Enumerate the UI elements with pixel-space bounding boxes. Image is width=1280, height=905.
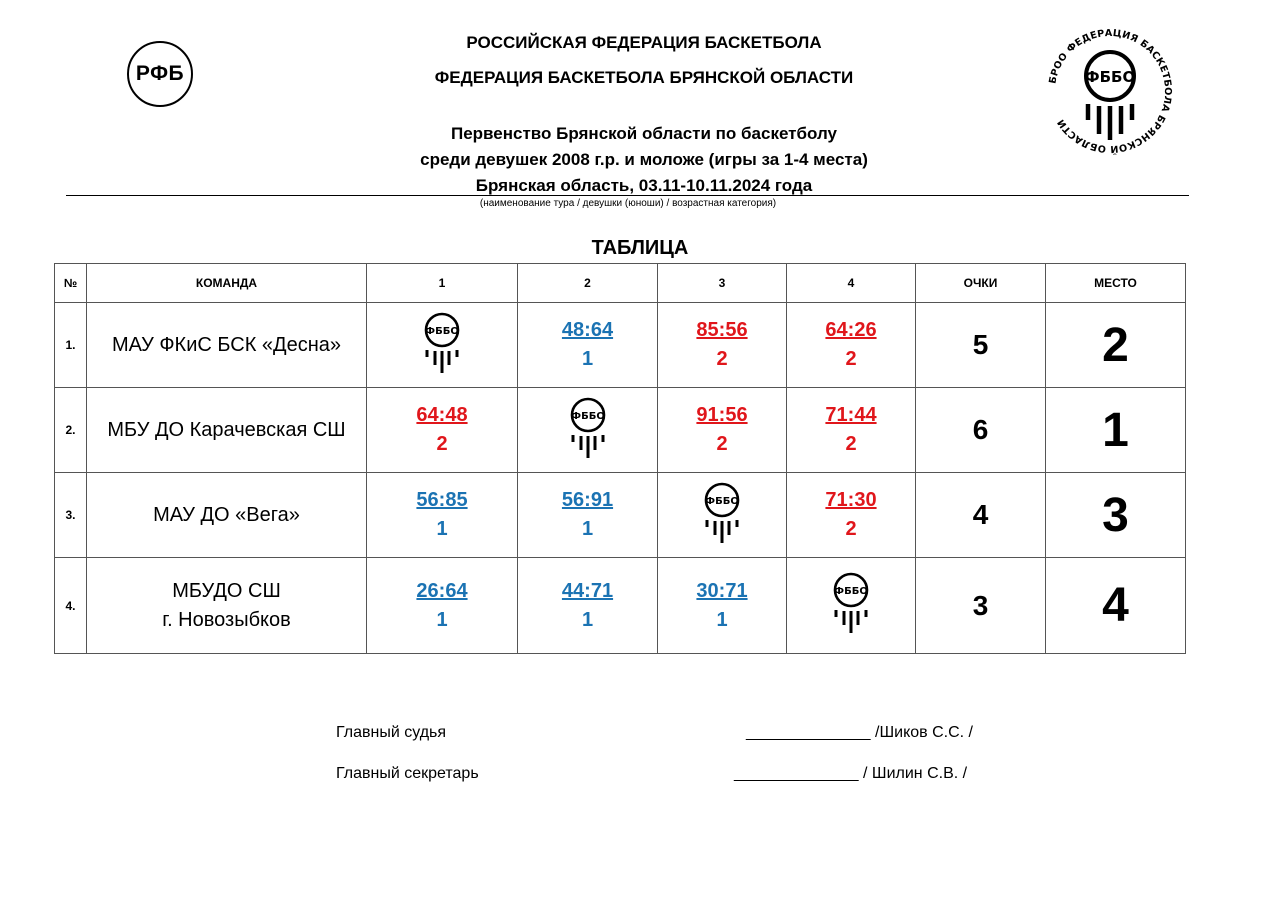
match-result-cell xyxy=(367,388,518,473)
diagonal-logo-cell xyxy=(658,473,787,558)
match-points: 2 xyxy=(716,348,728,370)
team-name xyxy=(87,473,367,558)
fbbo-logo-icon xyxy=(697,481,747,545)
team-name xyxy=(87,303,367,388)
svg-text:ФББО: ФББО xyxy=(1084,68,1136,86)
header-opponent-4: 4 xyxy=(787,264,916,303)
match-points: 1 xyxy=(436,608,448,631)
row-number: 3. xyxy=(55,473,87,558)
chief-secretary-label: Главный секретарь xyxy=(336,765,479,782)
match-score: 91:56 xyxy=(696,404,748,426)
standings-table xyxy=(54,263,1186,654)
team-name-line: МБУДО СШ xyxy=(172,579,281,602)
header-place: МЕСТО xyxy=(1046,264,1186,303)
match-score: 44:71 xyxy=(561,579,614,602)
diagonal-logo-cell xyxy=(367,303,518,388)
header-team: КОМАНДА xyxy=(87,264,367,303)
header-caption: (наименование тура / девушки (юноши) / возрастная категория) xyxy=(479,198,777,209)
match-result-cell xyxy=(518,558,658,654)
table-row xyxy=(55,303,1186,388)
final-place: 3 xyxy=(1046,473,1186,558)
competition-line-3: Брянская область, 03.11-10.11.2024 года xyxy=(475,176,813,195)
match-points: 1 xyxy=(716,608,728,631)
match-score: 26:64 xyxy=(416,579,468,602)
table-row xyxy=(55,558,1186,654)
competition-line-1: Первенство Брянской области по баскетболу xyxy=(451,124,837,143)
match-result-cell xyxy=(367,558,518,654)
svg-text:ФББО: ФББО xyxy=(834,586,868,597)
final-place: 1 xyxy=(1046,388,1186,473)
match-result-cell xyxy=(787,473,916,558)
match-result-cell xyxy=(658,558,787,654)
match-result-cell xyxy=(367,473,518,558)
match-result-cell xyxy=(787,388,916,473)
table-row xyxy=(55,473,1186,558)
final-place: 4 xyxy=(1046,558,1186,654)
competition-title xyxy=(300,121,988,199)
team-name-line: МБУ ДО Карачевская СШ xyxy=(107,418,346,441)
regional-federation-title: ФЕДЕРАЦИЯ БАСКЕТБОЛА БРЯНСКОЙ ОБЛАСТИ xyxy=(434,68,854,87)
header-opponent-2: 2 xyxy=(518,264,658,303)
table-title: ТАБЛИЦА xyxy=(591,237,689,259)
team-name-line: МАУ ДО «Вега» xyxy=(153,503,300,526)
match-result-cell xyxy=(518,303,658,388)
match-score: 64:26 xyxy=(825,319,877,341)
svg-text:ФББО: ФББО xyxy=(425,325,459,337)
fbbo-logo-icon xyxy=(826,571,876,635)
match-result-cell xyxy=(787,303,916,388)
diagonal-logo-cell xyxy=(518,388,658,473)
match-points: 2 xyxy=(845,518,857,540)
match-points: 2 xyxy=(845,433,857,455)
header-divider xyxy=(66,195,1189,196)
chief-secretary-signature: ______________ / Шилин С.В. / xyxy=(734,765,968,782)
total-points: 4 xyxy=(916,473,1046,558)
table-header-row xyxy=(55,264,1186,303)
final-place: 2 xyxy=(1046,303,1186,388)
team-name-line: г. Новозыбков xyxy=(162,608,291,631)
match-points: 1 xyxy=(581,608,594,631)
header-opponent-3: 3 xyxy=(658,264,787,303)
row-number: 1. xyxy=(55,303,87,388)
total-points: 5 xyxy=(916,303,1046,388)
svg-text:БРОО ФЕДЕРАЦИЯ БАСКЕТБОЛА БРЯН: БРОО ФЕДЕРАЦИЯ БАСКЕТБОЛА БРЯНСКОЙ ОБЛАСТИ xyxy=(1047,27,1174,155)
table-row xyxy=(55,388,1186,473)
match-points: 2 xyxy=(436,433,448,455)
match-score: 71:30 xyxy=(825,489,877,511)
match-result-cell xyxy=(658,388,787,473)
header-opponent-1: 1 xyxy=(367,264,518,303)
svg-text:ФББО: ФББО xyxy=(570,410,605,422)
match-score: 71:44 xyxy=(825,404,877,426)
team-name xyxy=(87,388,367,473)
match-points: 1 xyxy=(581,348,594,370)
row-number: 2. xyxy=(55,388,87,473)
header-number: № xyxy=(55,264,87,303)
total-points: 3 xyxy=(916,558,1046,654)
team-name-line: МАУ ФКиС БСК «Десна» xyxy=(111,333,342,356)
match-points: 1 xyxy=(581,518,594,540)
match-score: 56:91 xyxy=(561,489,614,511)
match-score: 85:56 xyxy=(696,319,748,341)
match-points: 1 xyxy=(436,518,448,540)
match-score: 30:71 xyxy=(696,579,748,602)
match-result-cell xyxy=(658,303,787,388)
team-name xyxy=(87,558,367,654)
match-score: 48:64 xyxy=(561,319,614,341)
chief-referee-label: Главный судья xyxy=(336,724,447,741)
row-number: 4. xyxy=(55,558,87,654)
federation-title: РОССИЙСКАЯ ФЕДЕРАЦИЯ БАСКЕТБОЛА xyxy=(466,33,822,52)
diagonal-logo-cell xyxy=(787,558,916,654)
svg-text:ФББО: ФББО xyxy=(705,495,739,507)
match-points: 2 xyxy=(716,433,728,455)
header-points: ОЧКИ xyxy=(916,264,1046,303)
match-points: 2 xyxy=(845,348,857,370)
match-score: 64:48 xyxy=(416,404,468,426)
match-score: 56:85 xyxy=(416,489,468,511)
total-points: 6 xyxy=(916,388,1046,473)
chief-referee-signature: ______________ /Шиков С.С. / xyxy=(746,724,973,741)
competition-line-2: среди девушек 2008 г.р. и моложе (игры за 1-4 места) xyxy=(420,150,868,169)
rfb-logo: РФБ xyxy=(127,41,193,107)
fbbo-seal xyxy=(1045,26,1175,156)
fbbo-logo-icon xyxy=(417,311,467,375)
match-result-cell xyxy=(518,473,658,558)
fbbo-logo-icon xyxy=(563,396,613,460)
